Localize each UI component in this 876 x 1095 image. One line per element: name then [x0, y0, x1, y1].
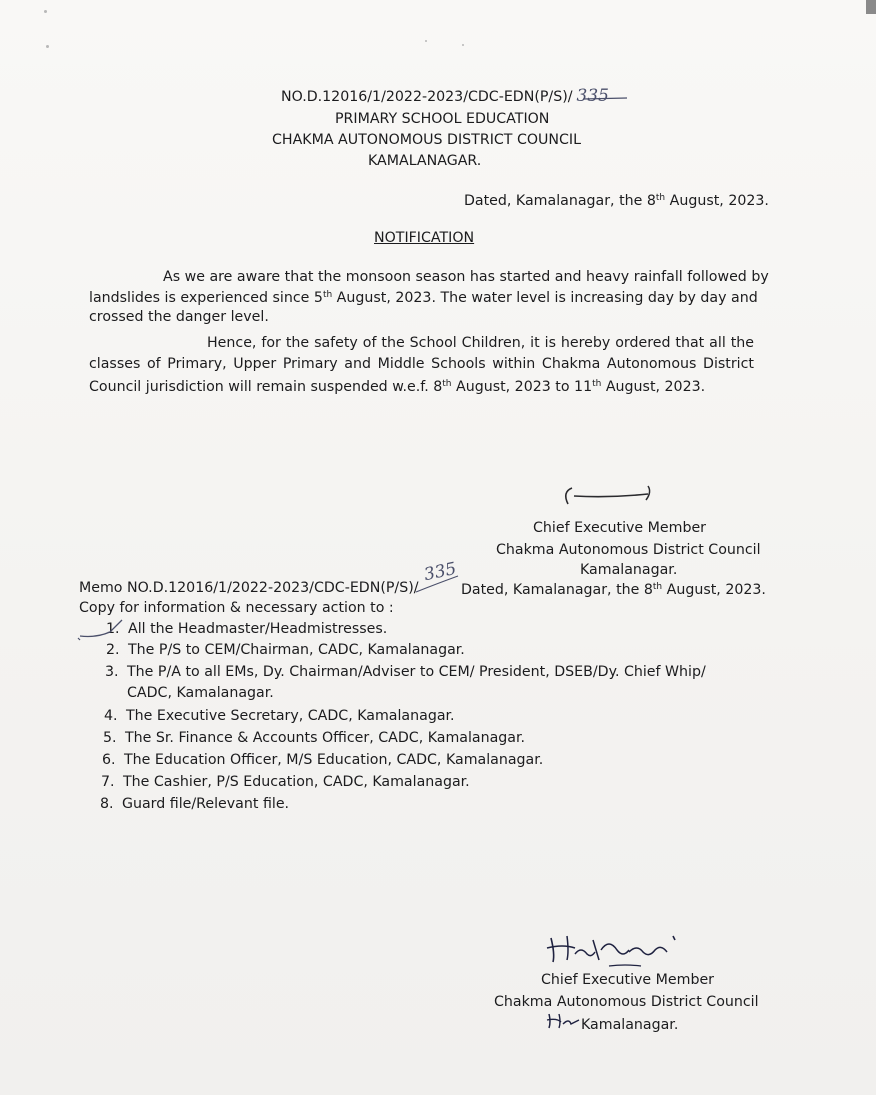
memo-reference-text: Memo NO.D.12016/1/2022-2023/CDC-EDN(P/S)/: [79, 580, 419, 596]
body-para2-line1: Hence, for the safety of the School Children, it is hereby ordered that all the: [207, 335, 754, 351]
place-heading: KAMALANAGAR.: [368, 153, 482, 169]
recipient-item: [106, 620, 387, 638]
notification-title: NOTIFICATION: [374, 230, 475, 246]
body-para1-line2: [89, 289, 758, 307]
signature1-designation: Chief Executive Member: [533, 520, 707, 536]
body-text: August, 2023 to 11: [451, 379, 593, 395]
body-text: August, 2023.: [601, 379, 706, 395]
recipient-number: 4.: [104, 708, 118, 724]
memo-date: [461, 581, 766, 599]
recipient-number: 2.: [106, 642, 120, 658]
body-para1-line3: crossed the danger level.: [89, 309, 269, 325]
memo-date-prefix: Dated, Kamalanagar, the 8: [461, 582, 653, 598]
recipient-item: [100, 795, 289, 813]
scan-corner-mark: [866, 0, 876, 14]
scan-speck: [46, 45, 49, 48]
handwritten-tick-mark: [76, 618, 126, 642]
body-superscript: th: [322, 290, 333, 300]
handwritten-initials: [545, 1010, 583, 1030]
recipient-text: The Executive Secretary, CADC, Kamalanagar.: [126, 708, 455, 724]
signature-2: [545, 928, 685, 972]
body-text: Council jurisdiction will remain suspended w.e.f. 8: [89, 379, 443, 395]
handwritten-memo-number: 335: [422, 558, 459, 586]
body-text: August, 2023. The water level is increasing day by day and: [332, 290, 758, 306]
recipient-number: 8.: [100, 796, 114, 812]
recipient-item-continuation: [127, 684, 274, 702]
recipient-item: [104, 707, 455, 725]
recipient-number: 3.: [105, 664, 119, 680]
recipient-text: The P/A to all EMs, Dy. Chairman/Adviser to CEM/ President, DSEB/Dy. Chief Whip/: [127, 664, 706, 680]
memo-date-suffix: August, 2023.: [662, 582, 766, 598]
signature2-designation: Chief Executive Member: [541, 972, 715, 988]
signature2-council: Chakma Autonomous District Council: [494, 994, 759, 1010]
recipient-text: The Sr. Finance & Accounts Officer, CADC, Kamalanagar.: [125, 730, 526, 746]
signature1-place: Kamalanagar.: [580, 562, 678, 578]
body-para2-line2: classes of Primary, Upper Primary and Middle Schools within Chakma Autonomous District: [89, 356, 754, 372]
recipient-text: The P/S to CEM/Chairman, CADC, Kamalanagar.: [128, 642, 465, 658]
department-heading: PRIMARY SCHOOL EDUCATION: [335, 111, 550, 127]
body-text: landslides is experienced since 5: [89, 290, 323, 306]
body-superscript: th: [442, 379, 452, 389]
body-para1-line1: As we are aware that the monsoon season has started and heavy rainfall followed by: [163, 269, 769, 285]
handwritten-underline: [581, 96, 631, 102]
recipient-number: 1.: [106, 621, 120, 637]
body-superscript: th: [592, 379, 602, 389]
recipient-text: The Education Officer, M/S Education, CADC, Kamalanagar.: [124, 752, 544, 768]
signature-1: [560, 482, 660, 512]
date-prefix: Dated, Kamalanagar, the 8: [464, 193, 656, 209]
signature1-council: Chakma Autonomous District Council: [496, 542, 761, 558]
recipient-text: CADC, Kamalanagar.: [127, 685, 274, 701]
recipient-number: 7.: [101, 774, 115, 790]
date-suffix: August, 2023.: [665, 193, 769, 209]
scan-speck: [425, 40, 427, 42]
recipient-text: The Cashier, P/S Education, CADC, Kamalanagar.: [123, 774, 470, 790]
reference-number-text: NO.D.12016/1/2022-2023/CDC-EDN(P/S)/: [281, 89, 573, 105]
recipient-text: Guard file/Relevant file.: [122, 796, 290, 812]
scan-speck: [44, 10, 47, 13]
memo-date-superscript: th: [652, 582, 663, 592]
recipient-item: [103, 729, 525, 747]
date-superscript: th: [655, 193, 666, 203]
copy-to-line: Copy for information & necessary action to :: [79, 600, 394, 616]
scan-speck: [462, 44, 464, 46]
recipient-text: All the Headmaster/Headmistresses.: [128, 621, 388, 637]
recipient-item: [102, 751, 543, 769]
signature2-place: Kamalanagar.: [581, 1017, 679, 1033]
recipient-number: 6.: [102, 752, 116, 768]
body-para2-line3: [89, 378, 705, 396]
council-heading: CHAKMA AUTONOMOUS DISTRICT COUNCIL: [272, 132, 582, 148]
notification-date: [464, 192, 769, 210]
handwritten-ref-number: 335: [576, 86, 609, 106]
recipient-item: [106, 641, 465, 659]
recipient-item: [105, 663, 706, 681]
reference-number: [281, 87, 609, 106]
handwritten-memo-stroke: [412, 572, 464, 596]
recipient-item: [101, 773, 470, 791]
recipient-number: 5.: [103, 730, 117, 746]
memo-reference: [79, 579, 419, 597]
